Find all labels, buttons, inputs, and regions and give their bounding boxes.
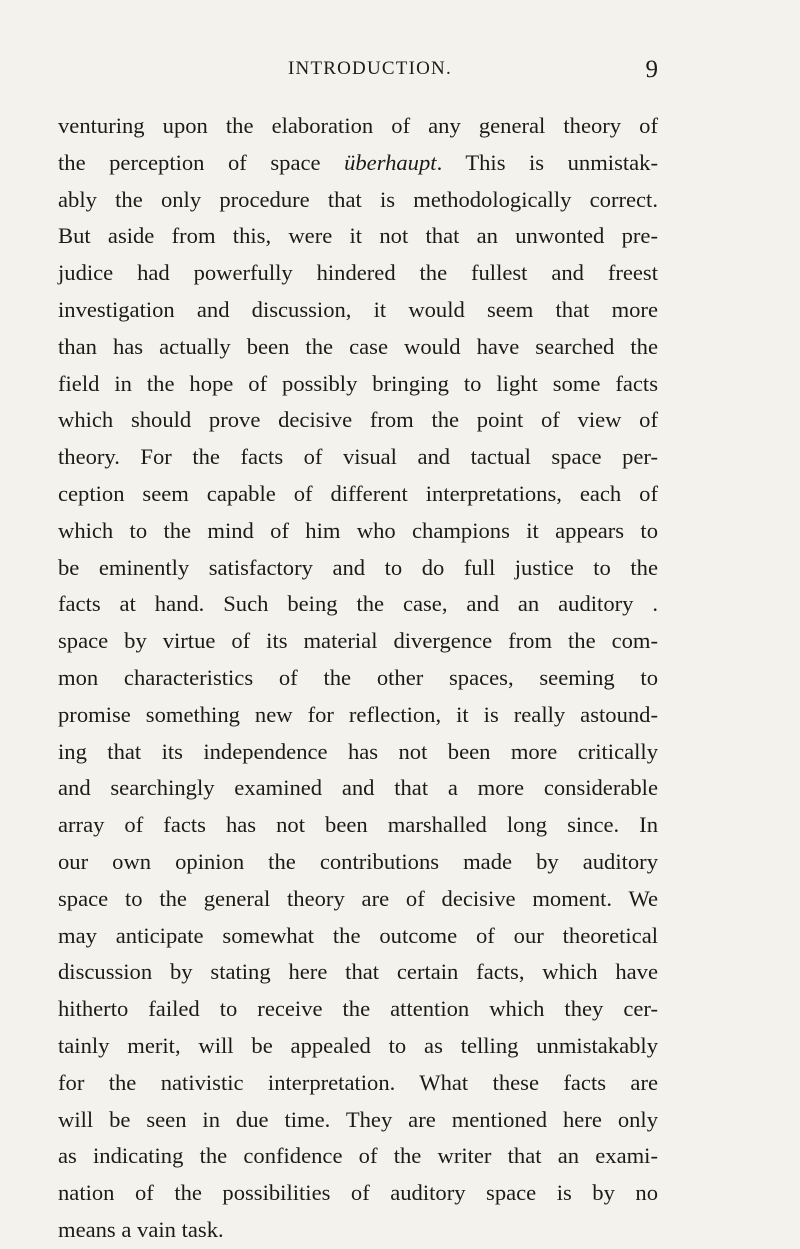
- text-fragment: But aside from this, were it not that an unwonted pre-: [58, 223, 658, 249]
- text-fragment: ception seem capable of different interpretations, each of: [58, 480, 658, 506]
- text-line: [58, 660, 658, 697]
- text-line: [58, 1102, 658, 1139]
- text-fragment: may anticipate somewhat the outcome of our theoretical: [58, 922, 658, 948]
- text-line: [58, 954, 658, 991]
- text-fragment: judice had powerfully hindered the fullest and freest: [58, 260, 658, 286]
- text-line: [58, 218, 658, 255]
- text-line: [58, 329, 658, 366]
- running-title: INTRODUCTION.: [288, 58, 452, 79]
- text-line: [58, 991, 658, 1028]
- text-line: [58, 1138, 658, 1175]
- text-line: [58, 807, 658, 844]
- text-line: [58, 623, 658, 660]
- text-line: [58, 550, 658, 587]
- body-text: [58, 108, 658, 1249]
- italic-term: überhaupt: [344, 149, 437, 175]
- text-fragment: ably the only procedure that is methodologically correct.: [58, 186, 658, 212]
- text-line: [58, 255, 658, 292]
- text-fragment: our own opinion the contributions made by auditory: [58, 848, 658, 874]
- text-fragment: tainly merit, will be appealed to as telling unmistakably: [58, 1032, 658, 1058]
- text-fragment: hitherto failed to receive the attention which they cer-: [58, 996, 658, 1022]
- text-line: [58, 366, 658, 403]
- running-head: [78, 58, 658, 88]
- text-fragment: promise something new for reflection, it is really astound-: [58, 701, 658, 727]
- text-fragment: will be seen in due time. They are mentioned here only: [58, 1106, 658, 1132]
- text-fragment: which should prove decisive from the point of view of: [58, 407, 658, 433]
- text-line: [58, 513, 658, 550]
- text-line: [58, 182, 658, 219]
- text-line: [58, 881, 658, 918]
- text-fragment: . This is unmistak-: [436, 149, 658, 175]
- text-line: [58, 697, 658, 734]
- text-line: [58, 1212, 658, 1249]
- text-line: [58, 145, 658, 182]
- page-number: 9: [645, 56, 658, 83]
- text-fragment: venturing upon the elaboration of any general theory of: [58, 113, 658, 138]
- text-fragment: ing that its independence has not been more critically: [58, 738, 658, 764]
- text-line: [58, 770, 658, 807]
- text-line: [58, 918, 658, 955]
- text-line: [58, 292, 658, 329]
- text-fragment: investigation and discussion, it would seem that more: [58, 296, 658, 322]
- text-fragment: mon characteristics of the other spaces, seeming to: [58, 664, 658, 690]
- text-line: [58, 734, 658, 771]
- text-line: [58, 586, 658, 623]
- text-fragment: space to the general theory are of decisive moment. We: [58, 885, 658, 911]
- text-fragment: which to the mind of him who champions it appears to: [58, 517, 658, 543]
- text-fragment: nation of the possibilities of auditory space is by no: [58, 1180, 658, 1206]
- text-line: [58, 844, 658, 881]
- text-line: [58, 476, 658, 513]
- text-fragment: discussion by stating here that certain facts, which have: [58, 959, 658, 985]
- text-fragment: means a vain task.: [58, 1216, 224, 1242]
- text-fragment: field in the hope of possibly bringing to light some facts: [58, 370, 658, 396]
- text-line: [58, 439, 658, 476]
- text-line: [58, 1065, 658, 1102]
- text-line: [58, 402, 658, 439]
- text-fragment: facts at hand. Such being the case, and an auditory .: [58, 591, 658, 617]
- text-fragment: space by virtue of its material divergence from the com-: [58, 628, 658, 654]
- text-fragment: theory. For the facts of visual and tactual space per-: [58, 444, 658, 470]
- text-fragment: the perception of space: [58, 149, 345, 175]
- text-fragment: than has actually been the case would have searched the: [58, 333, 658, 359]
- text-line: [58, 1028, 658, 1065]
- text-fragment: and searchingly examined and that a more considerable: [58, 775, 658, 801]
- text-line: [58, 1175, 658, 1212]
- text-line: [58, 108, 658, 145]
- text-fragment: be eminently satisfactory and to do full justice to the: [58, 554, 658, 580]
- text-fragment: as indicating the confidence of the writer that an exami-: [58, 1143, 658, 1169]
- text-fragment: array of facts has not been marshalled long since. In: [58, 812, 658, 838]
- text-fragment: for the nativistic interpretation. What these facts are: [58, 1069, 658, 1095]
